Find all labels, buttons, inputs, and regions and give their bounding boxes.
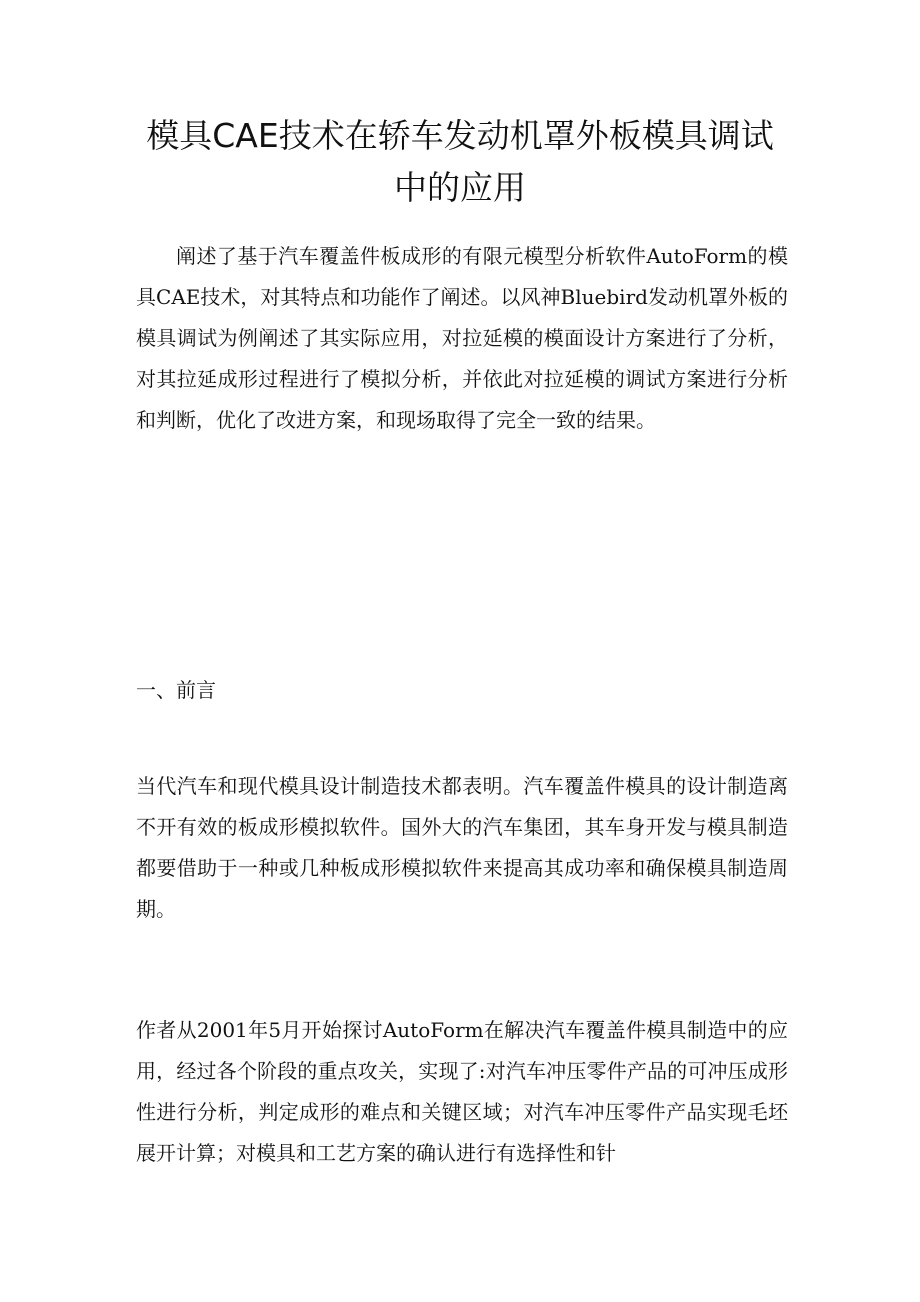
abstract-paragraph: 阐述了基于汽车覆盖件板成形的有限元模型分析软件AutoForm的模具CAE技术，对其特点和功能作了阐述。以风神Bluebird发动机罩外板的模具调试为例阐述了其实际应用，对拉延模的模面设计方案进行了分析，对其拉延成形过程进行了模拟分析，并依此对拉延模的调试方案进行分析和判断，优化了改进方案，和现场取得了完全一致的结果。 (136, 244, 788, 432)
document-title: 模具CAE技术在轿车发动机罩外板模具调试中的应用 (146, 116, 774, 207)
body-paragraph: 当代汽车和现代模具设计制造技术都表明。汽车覆盖件模具的设计制造离不开有效的板成形模拟软件。国外大的汽车集团，其车身开发与模具制造都要借助于一种或几种板成形模拟软件来提高其成功率和确保模具制造周期。 (136, 774, 788, 921)
body-paragraph: 作者从2001年5月开始探讨AutoForm在解决汽车覆盖件模具制造中的应用，经过各个阶段的重点攻关，实现了:对汽车冲压零件产品的可冲压成形性进行分析，判定成形的难点和关键区域；对汽车冲压零件产品实现毛坯展开计算；对模具和工艺方案的确认进行有选择性和针 (136, 1018, 788, 1165)
section-heading-preface: 一、前言 (136, 678, 216, 702)
